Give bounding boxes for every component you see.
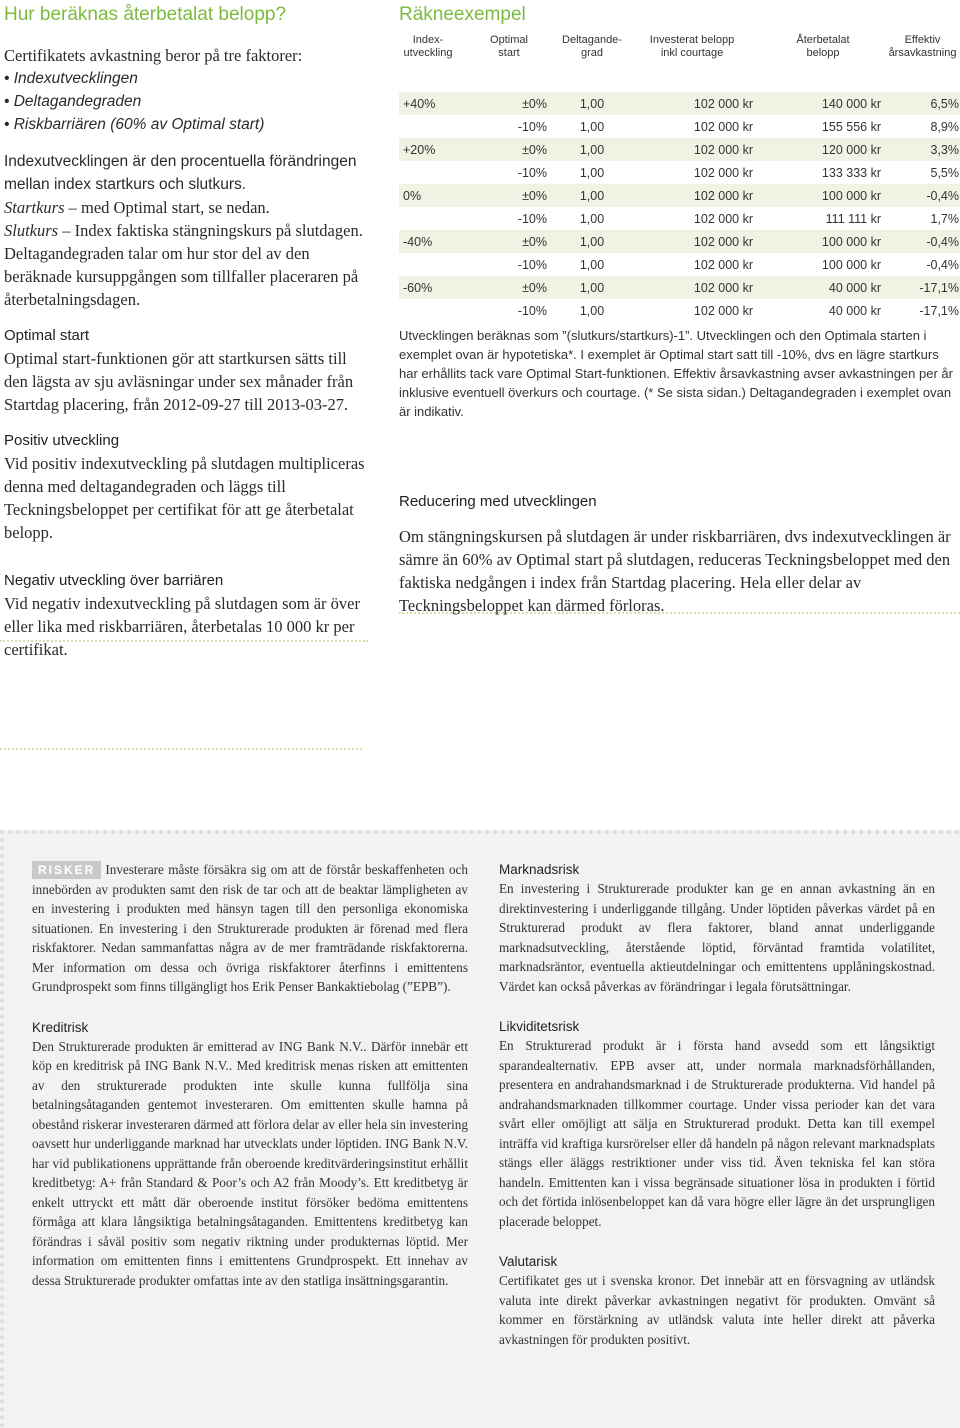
optimal-start-text: Optimal start-funktionen gör att startkursen sätts till den lägsta av sju avläsningar under sex månader från Startdag placering, från 2012-09-27 till 2013-03-27.: [4, 349, 354, 414]
col-header: [761, 34, 885, 66]
col-header: [457, 34, 561, 66]
col-header: [623, 34, 761, 66]
returned-cell: 40 000 kr: [761, 276, 885, 299]
optimal-start-cell: ±0%: [457, 184, 561, 207]
optimal-start-cell: ±0%: [457, 92, 561, 115]
invested-cell: 102 000 kr: [623, 230, 761, 253]
participation-cell: 1,00: [579, 303, 605, 318]
effective-return-cell: -0,4%: [926, 257, 959, 272]
invested-cell: 102 000 kr: [693, 257, 753, 272]
invested-cell: 102 000 kr: [693, 211, 753, 226]
index-cell: 0%: [399, 184, 457, 207]
table-row: [399, 184, 960, 207]
liquidity-risk-text: En Strukturerad produkt är i första hand avsedd som ett långsiktigt sparandealternativ. EPB avser att, under normala marknadsförhållanden, presentera en andrahandsmarknad i de Strukturerade produkterna. Vid handel på andrahandsmarknaden tillkommer courtage. Under vissa perioder kan det vara svårt eller omöjligt att sälja en Strukturerad produkt. Detta kan till exempel inträffa vid kraftiga kursrörelser eller då handeln på någon relevant marknadsplats stängs eller äläggs restriktioner under viss tid. Även tekniska fel kan störa handeln. Emittenten kan i vissa begränsade situationer lösa in produkten i förtid och det förtida inlösenbeloppet kan då vara högre eller lägre än det ursprungligen placerade beloppet.: [499, 1038, 935, 1229]
factor-list: [4, 67, 366, 136]
participation-cell: 1,00: [561, 138, 623, 161]
table-row: [399, 299, 960, 322]
market-risk-heading: Marknadsrisk: [499, 862, 580, 877]
reduction-text: Om stängningskursen på slutdagen är under riskbarriären, dvs indexutvecklingen är sämre än 60% av Optimal start på slutdagen, reduceras Teckningsbeloppet med den faktiska nedgången i index från Startdag placering. Hela eller delar av Teckningsbeloppet kan därmed förloras.: [399, 527, 951, 615]
reduction-heading: Reducering med utvecklingen: [399, 493, 597, 510]
invested-cell: 102 000 kr: [693, 165, 753, 180]
index-cell: [399, 207, 457, 230]
section-title-calculation: Hur beräknas återbetalat belopp?: [4, 4, 287, 25]
participation-cell: 1,00: [579, 119, 605, 134]
startkurs-text: – med Optimal start, se nedan.: [64, 198, 270, 217]
slutkurs-text: – Index faktiska stängningskurs på slutdagen.: [58, 221, 363, 240]
col-header-text: Optimal start: [490, 34, 528, 59]
participation-cell: 1,00: [561, 230, 623, 253]
col-header: [399, 34, 457, 66]
effective-return-cell: 1,7%: [930, 211, 959, 226]
index-cell: [399, 115, 457, 138]
intro-text: Certifikatets avkastning beror på tre faktorer:: [4, 46, 303, 65]
returned-cell: 133 333 kr: [821, 165, 881, 180]
table-row: [399, 276, 960, 299]
participation-cell: 1,00: [561, 276, 623, 299]
returned-cell: 120 000 kr: [761, 138, 885, 161]
risk-intro-text: Investerare måste försäkra sig om att de förstår beskaffenheten och innebörden av produkten samt den risk de tar och att de beaktar lämpligheten av en investering i produkten med hänsyn tagen till den personliga ekonomiska situationen. En investering i den Strukturerade produkten är förenad med flera riskfaktorer. Nedan sammanfattas några av de mer framträdande riskfaktorerna. Mer information om dessa och övriga riskfaktorer återfinns i emittentens Grundprospekt som finns tillgängligt hos Erik Penser Bankaktiebolag (”EPB”).: [32, 862, 468, 994]
returned-cell: 111 111 kr: [825, 211, 881, 226]
index-cell: +40%: [399, 92, 457, 115]
invested-cell: 102 000 kr: [623, 184, 761, 207]
participation-cell: 1,00: [579, 257, 605, 272]
returned-cell: 100 000 kr: [821, 257, 881, 272]
invested-cell: 102 000 kr: [693, 303, 753, 318]
invested-cell: 102 000 kr: [623, 92, 761, 115]
index-cell: +20%: [399, 138, 457, 161]
table-row: [399, 230, 960, 253]
positive-heading: Positiv utveckling: [4, 432, 120, 449]
optimal-start-cell: ±0%: [457, 276, 561, 299]
effective-return-cell: 8,9%: [930, 119, 959, 134]
invested-cell: 102 000 kr: [693, 119, 753, 134]
effective-return-cell: -17,1%: [919, 303, 959, 318]
credit-risk-heading: Kreditrisk: [32, 1019, 89, 1035]
invested-cell: 102 000 kr: [623, 276, 761, 299]
slutkurs-line: [4, 219, 366, 242]
participation-text: Deltagandegraden talar om hur stor del av den beräknade kursuppgången som tillfaller placeraren på återbetalningsdagen.: [4, 244, 359, 309]
table-header-row: [399, 34, 960, 66]
optimal-start-cell: -10%: [517, 211, 547, 226]
factor-item: • Riskbarriären (60% av Optimal start): [4, 116, 265, 133]
table-row: [399, 138, 960, 161]
index-cell: [399, 299, 457, 322]
optimal-start-heading: Optimal start: [4, 327, 90, 344]
negative-heading: Negativ utveckling över barriären: [4, 572, 224, 589]
invested-cell: 102 000 kr: [623, 138, 761, 161]
risk-intro: [32, 860, 468, 997]
col-header-text: Investerat belopp inkl courtage: [649, 34, 735, 59]
returned-cell: 155 556 kr: [821, 119, 881, 134]
table-row: [399, 161, 960, 184]
table-row: [399, 253, 960, 276]
market-risk-text: En investering i Strukturerade produkter kan ge en annan avkastning än en direktinvestering i underliggande tillgång. Under löptiden påverkas värdet på en Strukturerad produkt av flera faktorer, bland annat underliggande marknadsutveckling, återstående löptid, förväntad framtida volatilitet, marknadsräntor, eventuella aktieutdelningar och emittentens upplåningskostnad. Värdet kan också påverkas av förändringar i legala förutsättningar.: [499, 881, 935, 994]
dotted-separator: [0, 748, 362, 750]
currency-risk-heading: Valutarisk: [499, 1254, 558, 1269]
effective-return-cell: 3,3%: [885, 138, 960, 161]
section-title-example: Räkneexempel: [399, 4, 526, 25]
slutkurs-label: Slutkurs: [4, 221, 59, 240]
effective-return-cell: -0,4%: [885, 184, 960, 207]
participation-cell: 1,00: [579, 165, 605, 180]
participation-cell: 1,00: [579, 211, 605, 226]
col-header-text: Deltagande- grad: [562, 34, 622, 59]
risk-badge: RISKER: [32, 861, 101, 879]
col-header-text: Återbetalat belopp: [796, 34, 850, 59]
startkurs-line: [4, 196, 366, 219]
col-header: [885, 34, 960, 66]
table-row: [399, 115, 960, 138]
index-development-text: Indexutvecklingen är den procentuella förändringen mellan index startkurs och slutkurs.: [4, 153, 357, 193]
returned-cell: 140 000 kr: [761, 92, 885, 115]
index-cell: [399, 253, 457, 276]
col-header-text: Index- utveckling: [403, 34, 453, 59]
factor-item: • Indexutvecklingen: [4, 70, 138, 87]
optimal-start-cell: -10%: [517, 119, 547, 134]
optimal-start-cell: ±0%: [457, 230, 561, 253]
risk-right-column: [499, 860, 935, 1349]
optimal-start-cell: -10%: [517, 257, 547, 272]
liquidity-risk-heading: Likviditetsrisk: [499, 1019, 580, 1034]
effective-return-cell: -0,4%: [885, 230, 960, 253]
example-table: [399, 34, 960, 322]
left-column: [4, 4, 366, 661]
table-row: [399, 207, 960, 230]
optimal-start-cell: -10%: [517, 303, 547, 318]
dotted-separator: [0, 640, 368, 642]
credit-risk-text: Den Strukturerade produkten är emitterad av ING Bank N.V.. Därför innebär ett köp en kreditrisk på ING Bank N.V.. Med kreditrisk menas risken att emittenten av den strukturerade produkten inte skulle kunna fullfölja sina betalningsåtaganden gentemot investeraren. Om emittenten skulle hamna på obestånd riskerar investeraren därmed att förlora delar av eller hela sin investering oavsett hur underliggande marknad har utvecklats under löptiden. ING Bank N.V. har vid publikationens upprättande från oberoende kreditvärderingsinstitut erhållit kreditbetyg: A+ från Standard & Poor’s och A2 från Moody’s. Ett kreditbetyg är enkelt uttryckt ett mått där oberoende institut försöker bedöma emittentens förmåga att klara långsiktiga betalningsåtaganden. Emittentens kreditbetyg kan förändras i såväl positiv som negativ riktning under produkternas löptid. Mer information om emittenten finns i emittentens Grundprospekt. Ett innehav av dessa Strukturerade produkter omfattas inte av den statliga insättningsgarantin.: [32, 1038, 468, 1288]
optimal-start-cell: -10%: [517, 165, 547, 180]
risk-left-column: [32, 860, 468, 1290]
right-column: [399, 4, 960, 617]
returned-cell: 100 000 kr: [761, 230, 885, 253]
table-row: [399, 92, 960, 115]
effective-return-cell: -17,1%: [885, 276, 960, 299]
factor-item: • Deltagandegraden: [4, 93, 142, 110]
effective-return-cell: 5,5%: [930, 165, 959, 180]
col-header-text: Effektiv årsavkastning: [888, 34, 957, 59]
risk-box: [0, 830, 960, 1428]
negative-text: Vid negativ indexutveckling på slutdagen som är över eller lika med riskbarriären, återbetalas 10 000 kr per certifikat.: [4, 594, 360, 659]
index-cell: -40%: [399, 230, 457, 253]
returned-cell: 40 000 kr: [828, 303, 881, 318]
example-note: Utvecklingen beräknas som ”(slutkurs/startkurs)-1”. Utvecklingen och den Optimala starten i exemplet ovan är hypotetiska*. I exemplet är Optimal start satt till -10%, dvs en lägre startkurs har erhållits tack vare Optimal Start-funktionen. Effektiv årsavkastning avser avkastningen per år inklusive eventuell överkurs och courtage. (* Se sista sidan.) Deltagandegraden i exemplet ovan är indikativ.: [399, 328, 953, 419]
startkurs-label: Startkurs: [4, 198, 65, 217]
currency-risk-text: Certifikatet ges ut i svenska kronor. Det innebär att en försvagning av utländsk valuta inte direkt påverkar avkastningen negativt för produkten. Omvänt så kommer en förstärkning av utländsk valuta inte heller direkt att påverka avkastningen för produkten positivt.: [499, 1273, 935, 1347]
index-cell: -60%: [399, 276, 457, 299]
participation-cell: 1,00: [561, 92, 623, 115]
index-cell: [399, 161, 457, 184]
positive-text: Vid positiv indexutveckling på slutdagen multipliceras denna med deltagandegraden och läggs till Teckningsbeloppet per certifikat för att ge återbetalat belopp.: [4, 454, 365, 542]
optimal-start-cell: ±0%: [457, 138, 561, 161]
col-header: [561, 34, 623, 66]
returned-cell: 100 000 kr: [761, 184, 885, 207]
effective-return-cell: 6,5%: [885, 92, 960, 115]
participation-cell: 1,00: [561, 184, 623, 207]
